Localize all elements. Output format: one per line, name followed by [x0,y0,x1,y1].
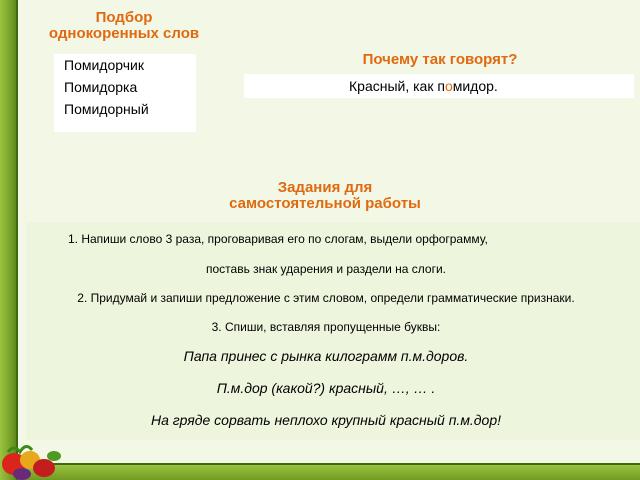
why-answer-box [244,74,634,98]
task-line-1: 1. Напиши слово 3 раза, проговаривая его по слогам, выдели орфограмму, [68,232,488,246]
root-words-title-line2: однокоренных слов [48,25,200,42]
tasks-title-line1: Задания для [277,179,373,196]
list-item: Помидорчик [64,57,144,73]
exercise-sentence-3: На гряде сорвать неплохо крупный красный п.м.дор! [150,412,502,428]
task-line-2: 2. Придумай и запиши предложение с этим словом, определи грамматические признаки. [77,291,575,305]
why-text-end: мидор. [452,78,498,94]
why-highlight-letter: о [444,78,453,94]
exercise-sentence-1: Папа принес с рынка килограмм п.м.доров. [183,348,469,364]
bottom-decorative-rail [18,463,640,480]
tasks-panel [26,222,640,440]
list-item: Помидорка [64,79,138,95]
exercise-sentence-2: П.м.дор (какой?) красный, …, … . [216,380,436,396]
task-line-3: 3. Спиши, вставляя пропущенные буквы: [211,320,441,334]
left-decorative-rail [0,0,18,480]
root-words-list [54,54,196,132]
why-text-start: Красный, как п [349,78,445,94]
tasks-title-line2: самостоятельной работы [229,195,421,212]
task-line-1-cont: поставь знак ударения и раздели на слоги. [205,262,446,276]
root-words-title [32,10,216,42]
tasks-title [180,180,470,212]
root-words-title-line1: Подбор [95,9,153,26]
list-item: Помидорный [64,101,149,117]
why-title: Почему так говорят? [362,51,518,68]
